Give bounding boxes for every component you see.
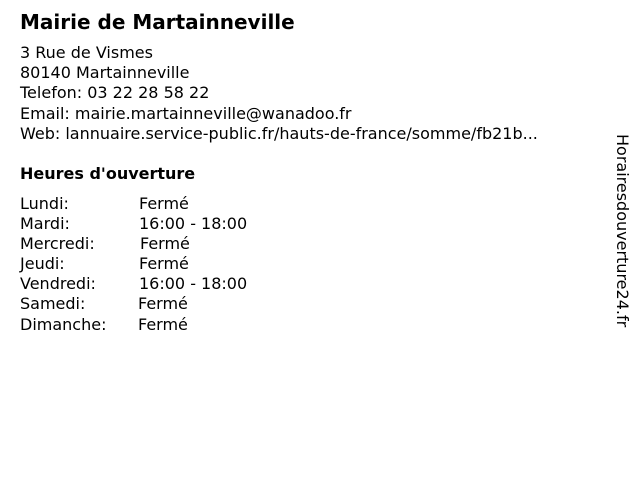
day-hours: 16:00 - 18:00 — [139, 274, 248, 294]
day-hours: Fermé — [140, 234, 190, 254]
day-hours: Fermé — [138, 294, 188, 314]
site-watermark: Horairesdouverture24.fr — [613, 134, 632, 328]
day-label: Jeudi: — [20, 254, 65, 274]
day-label: Mardi: — [20, 214, 70, 234]
day-hours: Fermé — [138, 314, 188, 334]
email-line: Email: mairie.martainneville@wanadoo.fr — [20, 103, 352, 123]
street-address: 3 Rue de Vismes — [20, 43, 153, 62]
day-label: Samedi: — [20, 294, 86, 314]
phone-line: Telefon: 03 22 28 58 22 — [20, 83, 210, 103]
day-hours: Fermé — [139, 194, 189, 213]
address-block — [20, 43, 538, 144]
day-label: Lundi: — [20, 194, 69, 213]
postal-city: 80140 Martainneville — [20, 63, 190, 83]
day-label: Dimanche: — [20, 314, 107, 334]
day-label: Mercredi: — [20, 234, 95, 254]
day-label: Vendredi: — [20, 274, 96, 294]
day-hours: Fermé — [139, 254, 189, 274]
opening-hours-heading: Heures d'ouverture — [20, 164, 196, 183]
day-hours: 16:00 - 18:00 — [139, 214, 248, 234]
web-line: Web: lannuaire.service-public.fr/hauts-de-france/somme/fb21b... — [20, 123, 538, 143]
page-title: Mairie de Martainneville — [20, 10, 295, 34]
